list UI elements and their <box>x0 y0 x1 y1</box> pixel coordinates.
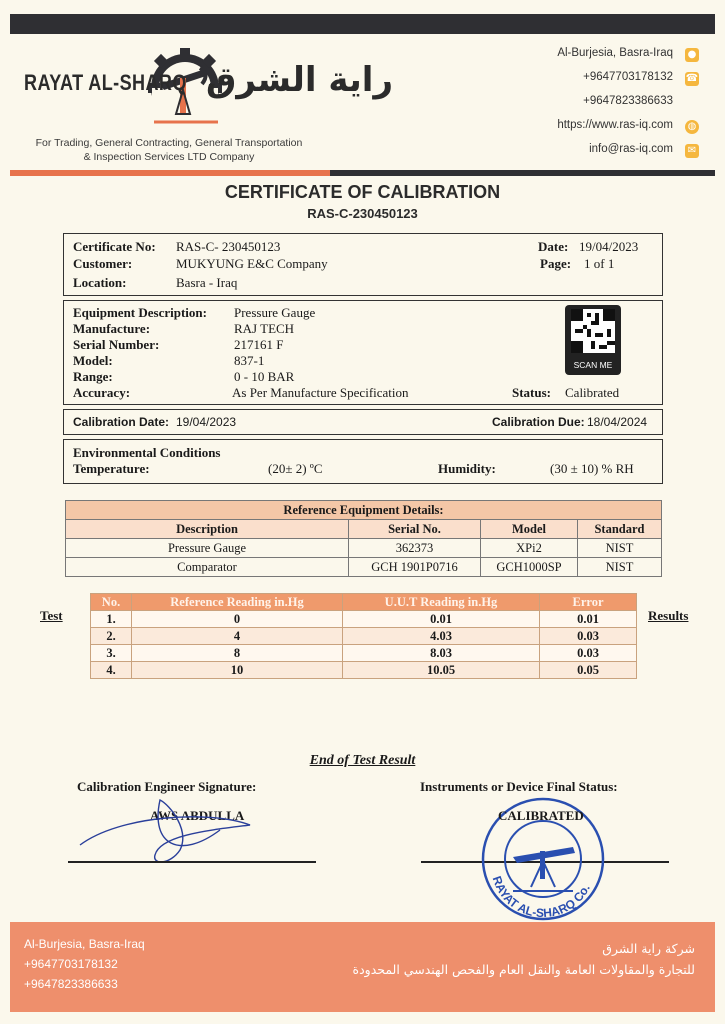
table-row <box>66 558 662 577</box>
certificate-number-heading: RAS-C-230450123 <box>307 206 418 221</box>
reference-equipment-table <box>65 500 662 577</box>
table-cell: 4. <box>91 662 132 679</box>
date-value: 19/04/2023 <box>579 239 639 254</box>
footer-address: Al-Burjesia, Basra-Iraq <box>24 937 145 951</box>
footer-phone-2: +9647823386633 <box>24 977 118 991</box>
column-header: No. <box>91 594 132 611</box>
table-row <box>91 628 637 645</box>
equipment-box <box>63 300 663 405</box>
table-row <box>66 539 662 558</box>
table-cell: 2. <box>91 628 132 645</box>
table-row <box>91 662 637 679</box>
table-row <box>91 645 637 662</box>
environment-box <box>63 439 663 484</box>
column-header: Reference Reading in.Hg <box>132 594 343 611</box>
column-header: Serial No. <box>349 520 481 539</box>
test-results-table <box>90 593 637 679</box>
table-cell: XPi2 <box>481 539 578 558</box>
stamp-text: RAYAT AL-SHARQ Co. <box>489 874 593 921</box>
final-status-label: Instruments or Device Final Status: <box>420 779 618 794</box>
table-row <box>91 611 637 628</box>
manufacture-label: Manufacture: <box>73 321 151 336</box>
page-label: Page: <box>540 256 572 271</box>
table-cell: GCH1000SP <box>481 558 578 577</box>
tagline-line-2: & Inspection Services LTD Company <box>83 151 255 163</box>
calibration-due-value: 18/04/2024 <box>587 415 648 429</box>
end-of-test-result: End of Test Result <box>309 753 416 768</box>
date-label: Date: <box>538 239 569 254</box>
calibration-dates-box <box>63 409 663 435</box>
contact-phone-1: +9647703178132 <box>583 71 673 83</box>
phone-icon: ☎ <box>685 73 699 84</box>
table-cell: NIST <box>578 558 662 577</box>
footer-services-ar: للتجارة والمقاولات العامة والنقل العام والفحص الهندسي المحدودة <box>352 962 695 977</box>
test-label: Test <box>40 608 63 623</box>
range-value: 0 - 10 BAR <box>234 369 295 384</box>
model-value: 837-1 <box>234 353 265 368</box>
qr-code-icon <box>571 309 615 353</box>
table-cell: 8 <box>132 645 343 662</box>
certificate-no-value: RAS-C- 230450123 <box>176 239 281 254</box>
serial-number-label: Serial Number: <box>73 337 160 352</box>
temperature-label: Temperature: <box>73 461 150 476</box>
top-bar <box>10 14 715 34</box>
table-cell: 0.03 <box>540 628 637 645</box>
table-cell: GCH 1901P0716 <box>349 558 481 577</box>
qr-caption: SCAN ME <box>573 360 613 370</box>
equipment-description-label: Equipment Description: <box>73 305 207 320</box>
table-cell: 4.03 <box>343 628 540 645</box>
table-cell: NIST <box>578 539 662 558</box>
contact-email: info@ras-iq.com <box>589 143 673 155</box>
certificate-title: CERTIFICATE OF CALIBRATION <box>224 182 501 202</box>
table-cell: 362373 <box>349 539 481 558</box>
table-cell: 4 <box>132 628 343 645</box>
environment-title: Environmental Conditions <box>73 445 221 460</box>
equipment-description-value: Pressure Gauge <box>234 305 316 320</box>
customer-info-box <box>63 233 663 296</box>
table-cell: 0 <box>132 611 343 628</box>
calibration-date-value: 19/04/2023 <box>176 415 237 429</box>
table-cell: 0.01 <box>540 611 637 628</box>
header-accent-stripe <box>10 170 340 176</box>
table-cell: 8.03 <box>343 645 540 662</box>
reference-table-title: Reference Equipment Details: <box>66 501 662 520</box>
table-cell: 10.05 <box>343 662 540 679</box>
accuracy-value: As Per Manufacture Specification <box>232 385 409 400</box>
bottom-bar <box>0 1014 725 1024</box>
table-cell: 3. <box>91 645 132 662</box>
engineer-signature-label: Calibration Engineer Signature: <box>77 779 257 794</box>
column-header: U.U.T Reading in.Hg <box>343 594 540 611</box>
table-cell: 0.01 <box>343 611 540 628</box>
table-cell: 0.05 <box>540 662 637 679</box>
final-status-value: CALIBRATED <box>498 808 584 823</box>
calibration-date-label: Calibration Date: <box>73 415 170 429</box>
table-cell: Comparator <box>66 558 349 577</box>
humidity-value: (30 ± 10) % RH <box>550 461 634 476</box>
contact-website: https://www.ras-iq.com <box>557 119 673 131</box>
results-label: Results <box>648 608 689 623</box>
engineer-signature-line <box>68 861 316 863</box>
location-label: Location: <box>73 275 127 290</box>
range-label: Range: <box>73 369 113 384</box>
footer-company-ar: شركة راية الشرق <box>602 941 695 956</box>
model-label: Model: <box>73 353 113 368</box>
temperature-value: (20± 2) ºC <box>268 461 323 476</box>
table-cell: 10 <box>132 662 343 679</box>
location-value: Basra - Iraq <box>176 275 238 290</box>
mail-icon: ✉ <box>685 144 699 158</box>
calibration-due-label: Calibration Due: <box>492 415 585 429</box>
header-dark-stripe <box>330 170 715 176</box>
humidity-label: Humidity: <box>438 461 496 476</box>
column-header: Standard <box>578 520 662 539</box>
serial-number-value: 217161 F <box>234 337 284 352</box>
location-pin-icon: ● <box>685 48 699 62</box>
table-cell: 1. <box>91 611 132 628</box>
table-cell: 0.03 <box>540 645 637 662</box>
column-header: Model <box>481 520 578 539</box>
certificate-no-label: Certificate No: <box>73 239 156 254</box>
company-name-en: RAYAT AL-SHARQ <box>24 70 187 95</box>
customer-label: Customer: <box>73 256 133 271</box>
column-header: Description <box>66 520 349 539</box>
customer-value: MUKYUNG E&C Company <box>176 256 328 271</box>
footer-phone-1: +9647703178132 <box>24 957 118 971</box>
qr-code[interactable] <box>565 305 621 375</box>
table-cell: Pressure Gauge <box>66 539 349 558</box>
tagline-line-1: For Trading, General Contracting, General Transportation <box>35 137 303 149</box>
status-label: Status: <box>512 385 552 400</box>
column-header: Error <box>540 594 637 611</box>
manufacture-value: RAJ TECH <box>234 321 295 336</box>
accuracy-label: Accuracy: <box>73 385 131 400</box>
engineer-name: AWS ABDULLA <box>150 808 245 823</box>
globe-icon: ◍ <box>685 120 699 134</box>
page-value: 1 of 1 <box>584 256 615 271</box>
contact-address: Al-Burjesia, Basra-Iraq <box>557 47 673 59</box>
contact-phone-2: +9647823386633 <box>583 95 673 107</box>
engineer-signature <box>60 785 320 870</box>
status-value: Calibrated <box>565 385 620 400</box>
company-name-ar: راية الشرق <box>206 60 394 100</box>
